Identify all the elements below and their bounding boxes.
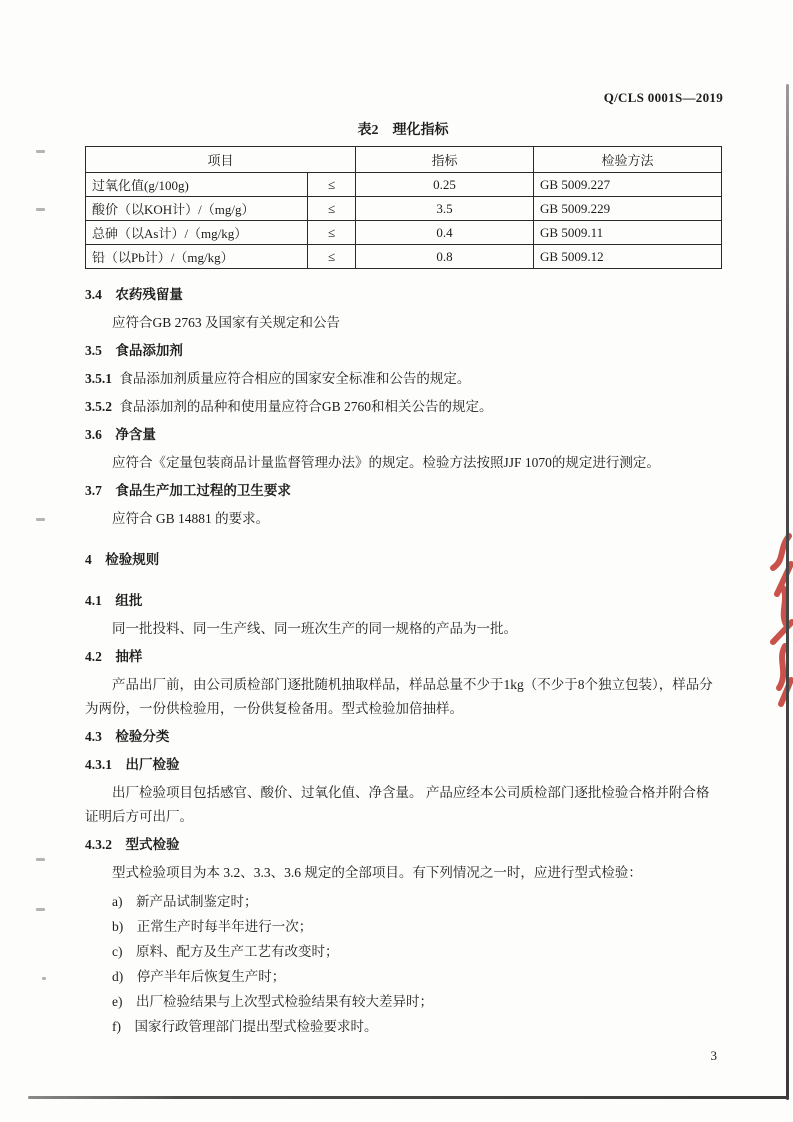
scan-artifact bbox=[36, 858, 45, 861]
section-heading: 4.2 抽样 bbox=[85, 649, 143, 664]
paragraph: 应符合 GB 14881 的要求。 bbox=[112, 511, 270, 526]
table-row bbox=[86, 221, 722, 245]
section-heading: 4.3 检验分类 bbox=[85, 729, 170, 744]
cell-method: GB 5009.227 bbox=[534, 173, 722, 197]
cell-item: 总砷（以As计）/（mg/kg） bbox=[86, 221, 308, 245]
numbered-clause: 3.5.2 食品添加剂的品种和使用量应符合GB 2760和相关公告的规定。 bbox=[85, 399, 493, 414]
scan-artifact bbox=[36, 518, 45, 521]
cell-method: GB 5009.12 bbox=[534, 245, 722, 269]
cell-item: 酸价（以KOH计）/（mg/g） bbox=[86, 197, 308, 221]
paragraph: 出厂检验项目包括感官、酸价、过氧化值、净含量。 产品应经本公司质检部门逐批检验合格并附合格证明后方可出厂。 bbox=[85, 785, 710, 824]
paragraph: 应符合《定量包装商品计量监督管理办法》的规定。检验方法按照JJF 1070的规定进行测定。 bbox=[112, 455, 660, 470]
scan-edge-bottom bbox=[28, 1096, 788, 1099]
paragraph: 产品出厂前，由公司质检部门逐批随机抽取样品，样品总量不少于1kg（不少于8个独立包装），样品分为两份，一份供检验用，一份供复检备用。型式检验加倍抽样。 bbox=[85, 677, 713, 716]
list-item: c) 原料、配方及生产工艺有改变时； bbox=[112, 944, 339, 959]
clause-number: 3.5.2 bbox=[85, 399, 112, 414]
cell-value: 0.8 bbox=[356, 245, 534, 269]
section-heading: 3.5 食品添加剂 bbox=[85, 343, 183, 358]
cell-value: 0.4 bbox=[356, 221, 534, 245]
paragraph: 应符合GB 2763 及国家有关规定和公告 bbox=[112, 315, 341, 330]
clause-number: 3.5.1 bbox=[85, 371, 112, 386]
list-item: e) 出厂检验结果与上次型式检验结果有较大差异时； bbox=[112, 994, 433, 1009]
section-heading: 3.7 食品生产加工过程的卫生要求 bbox=[85, 483, 291, 498]
numbered-clause: 3.5.1 食品添加剂质量应符合相应的国家安全标准和公告的规定。 bbox=[85, 371, 471, 386]
section-heading: 4.1 组批 bbox=[85, 593, 143, 608]
section-heading: 4.3.2 型式检验 bbox=[85, 837, 180, 852]
doc-number: Q/CLS 0001S—2019 bbox=[603, 90, 723, 105]
scan-artifact bbox=[36, 150, 45, 153]
list-item: a) 新产品试制鉴定时； bbox=[112, 894, 258, 909]
scan-edge-right bbox=[786, 84, 789, 1100]
table-body bbox=[86, 173, 722, 269]
col-header-index: 指标 bbox=[356, 147, 534, 173]
cell-op: ≤ bbox=[308, 221, 356, 245]
page-content bbox=[85, 119, 721, 1039]
table-row bbox=[86, 245, 722, 269]
sections-container bbox=[85, 283, 721, 1039]
cell-method: GB 5009.11 bbox=[534, 221, 722, 245]
cell-op: ≤ bbox=[308, 173, 356, 197]
page-number: 3 bbox=[710, 1048, 717, 1063]
section-heading: 3.6 净含量 bbox=[85, 427, 156, 442]
table-header-row bbox=[86, 147, 722, 173]
physicochemical-table bbox=[85, 146, 722, 269]
section-heading: 3.4 农药残留量 bbox=[85, 287, 183, 302]
paragraph: 型式检验项目为本 3.2、3.3、3.6 规定的全部项目。有下列情况之一时，应进行型式检验： bbox=[112, 865, 642, 880]
list-item: f) 国家行政管理部门提出型式检验要求时。 bbox=[112, 1019, 378, 1034]
cell-op: ≤ bbox=[308, 245, 356, 269]
scan-artifact bbox=[42, 977, 46, 980]
cell-value: 3.5 bbox=[356, 197, 534, 221]
col-header-method: 检验方法 bbox=[534, 147, 722, 173]
paragraph: 同一批投料、同一生产线、同一班次生产的同一规格的产品为一批。 bbox=[112, 621, 517, 636]
table-row bbox=[86, 197, 722, 221]
list-item: b) 正常生产时每半年进行一次； bbox=[112, 919, 313, 934]
cell-item: 过氧化值(g/100g) bbox=[86, 173, 308, 197]
cell-item: 铅（以Pb计）/（mg/kg） bbox=[86, 245, 308, 269]
section-heading: 4 检验规则 bbox=[85, 552, 160, 567]
list-item: d) 停产半年后恢复生产时； bbox=[112, 969, 286, 984]
scan-artifact bbox=[36, 208, 45, 211]
table-title: 表2 理化指标 bbox=[357, 123, 449, 138]
cell-method: GB 5009.229 bbox=[534, 197, 722, 221]
col-header-item: 项目 bbox=[86, 147, 356, 173]
section-heading: 4.3.1 出厂检验 bbox=[85, 757, 180, 772]
scan-artifact bbox=[36, 908, 45, 911]
cell-value: 0.25 bbox=[356, 173, 534, 197]
cell-op: ≤ bbox=[308, 197, 356, 221]
table-row bbox=[86, 173, 722, 197]
